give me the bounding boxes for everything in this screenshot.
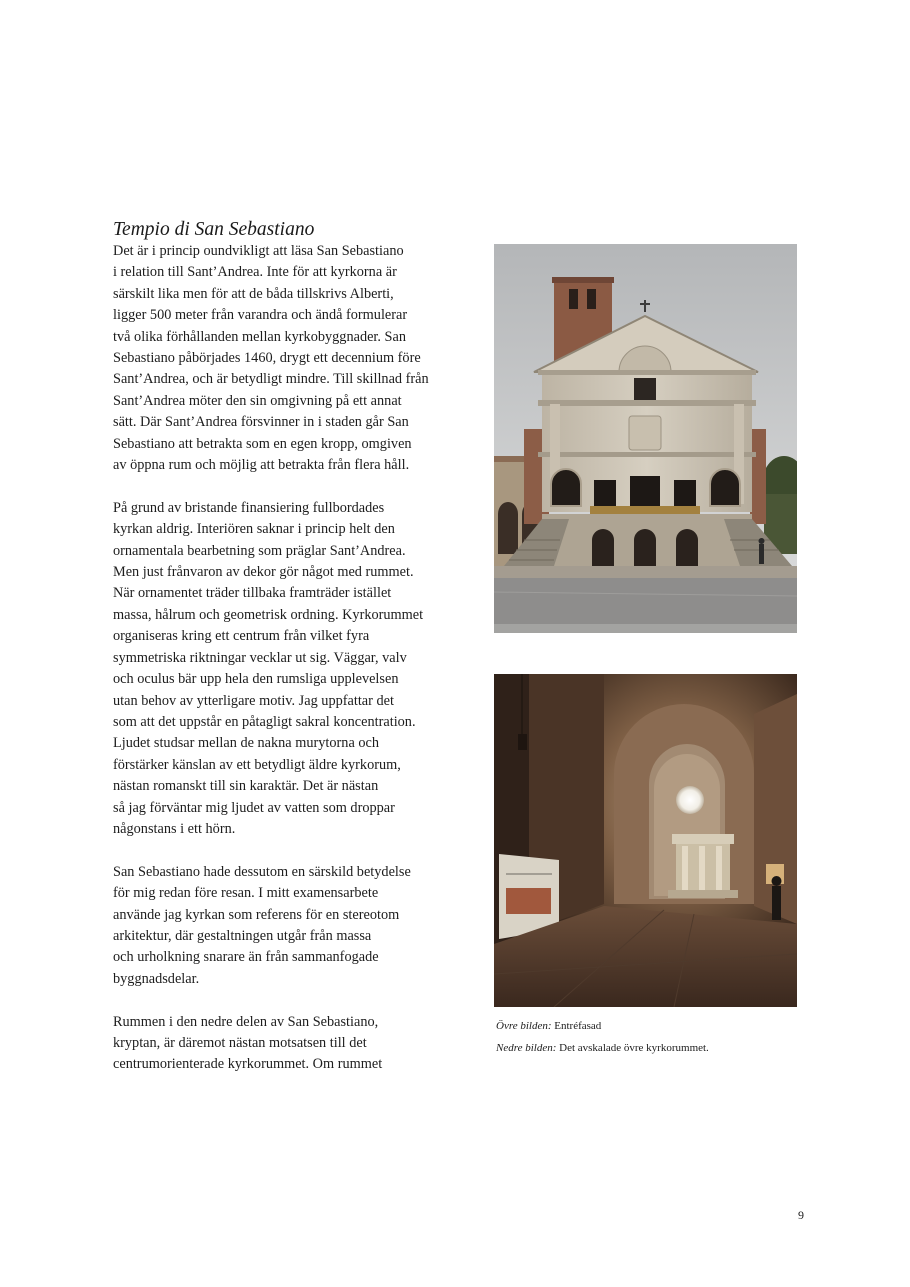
interior-photo-illustration: [494, 674, 797, 1007]
text-line: organiseras kring ett centrum från vilket fyra: [113, 628, 370, 645]
text-line: och oculus bär upp hela den rumsliga upplevelsen: [113, 671, 399, 688]
text-line: av öppna rum och möjlig att betrakta från flera håll.: [113, 457, 410, 474]
text-line: förstärker känslan av ett betydligt äldre kyrkorum,: [113, 756, 401, 773]
text-line: och urholkning snarare än från sammanfogade: [113, 949, 379, 966]
text-line: utan behov av ytterligare motiv. Jag uppfattar det: [113, 692, 394, 709]
text-line: särskilt lika men för att de båda tillskrivs Alberti,: [113, 285, 394, 302]
caption-bottom-text: Det avskalade övre kyrkorummet.: [556, 1042, 709, 1054]
text-line: arkitektur, där gestaltningen utgår från massa: [113, 927, 372, 944]
text-line: Rummen i den nedre delen av San Sebastiano,: [113, 1013, 379, 1030]
text-line: ligger 500 meter från varandra och ändå formulerar: [113, 307, 408, 324]
text-line: Sebastiano påbörjades 1460, drygt ett decennium före: [113, 350, 421, 367]
text-line: Ljudet studsar mellan de nakna murytorna och: [113, 735, 380, 752]
text-line: kyrkan aldrig. Interiören saknar i princip helt den: [113, 521, 395, 538]
text-line: symmetriska riktningar vecklar ut sig. Väggar, valv: [113, 649, 407, 666]
caption-top-text: Entréfasad: [551, 1020, 602, 1032]
paragraph-1: [113, 241, 458, 476]
text-line: nästan romanskt till sin karaktär. Det är nästan: [113, 778, 379, 795]
photo-entrance-facade: [494, 244, 797, 633]
section-heading: Tempio di San Sebastiano: [113, 219, 315, 240]
text-line: San Sebastiano hade dessutom en särskild betydelse: [113, 863, 411, 880]
text-line: två olika förhållanden mellan kyrkobyggnader. San: [113, 328, 407, 345]
text-line: Det är i princip oundvikligt att läsa San Sebastiano: [113, 243, 404, 259]
text-line: massa, hålrum och geometrisk ordning. Kyrkorummet: [113, 606, 424, 623]
caption-top: [496, 1015, 816, 1037]
caption-top-label: Övre bilden:: [496, 1020, 552, 1032]
text-line: sätt. Där Sant’Andrea försvinner in i staden går San: [113, 414, 409, 431]
paragraph-2: [113, 498, 458, 841]
body-text: [113, 241, 458, 1097]
text-line: kryptan, är däremot nästan motsatsen till det: [113, 1034, 367, 1051]
paragraph-3: [113, 862, 458, 990]
text-line: så jag förväntar mig ljudet av vatten som droppar: [113, 799, 395, 816]
text-line: Sant’Andrea, och är betydligt mindre. Till skillnad från: [113, 371, 429, 388]
text-line: byggnadsdelar.: [113, 970, 200, 987]
text-line: Sant’Andrea möter den sin omgivning på ett annat: [113, 392, 402, 409]
caption-bottom: [496, 1037, 816, 1059]
photo-church-interior: [494, 674, 797, 1007]
paragraph-4: [113, 1012, 458, 1076]
page-number: 9: [798, 1208, 804, 1222]
text-line: När ornamentet träder tillbaka framträder istället: [113, 585, 392, 602]
text-line: i relation till Sant’Andrea. Inte för att kyrkorna är: [113, 264, 397, 281]
text-line: Men just frånvaron av dekor gör något med rummet.: [113, 564, 414, 581]
text-line: ornamentala bearbetning som präglar Sant’Andrea.: [113, 542, 406, 559]
facade-photo-illustration: [494, 244, 797, 633]
text-line: centrumorienterade kyrkorummet. Om rummet: [113, 1056, 383, 1073]
text-line: använde jag kyrkan som referens för en stereotom: [113, 906, 400, 923]
text-line: Sebastiano att betrakta som en egen kropp, omgiven: [113, 435, 412, 452]
text-line: På grund av bristande finansiering fullbordades: [113, 499, 385, 516]
text-line: för mig redan före resan. I mitt examensarbete: [113, 885, 379, 902]
text-line: någonstans i ett hörn.: [113, 820, 236, 837]
caption-bottom-label: Nedre bilden:: [496, 1042, 557, 1054]
text-line: som att det uppstår en påtagligt sakral koncentration.: [113, 713, 416, 730]
photo-captions: [496, 1015, 816, 1059]
